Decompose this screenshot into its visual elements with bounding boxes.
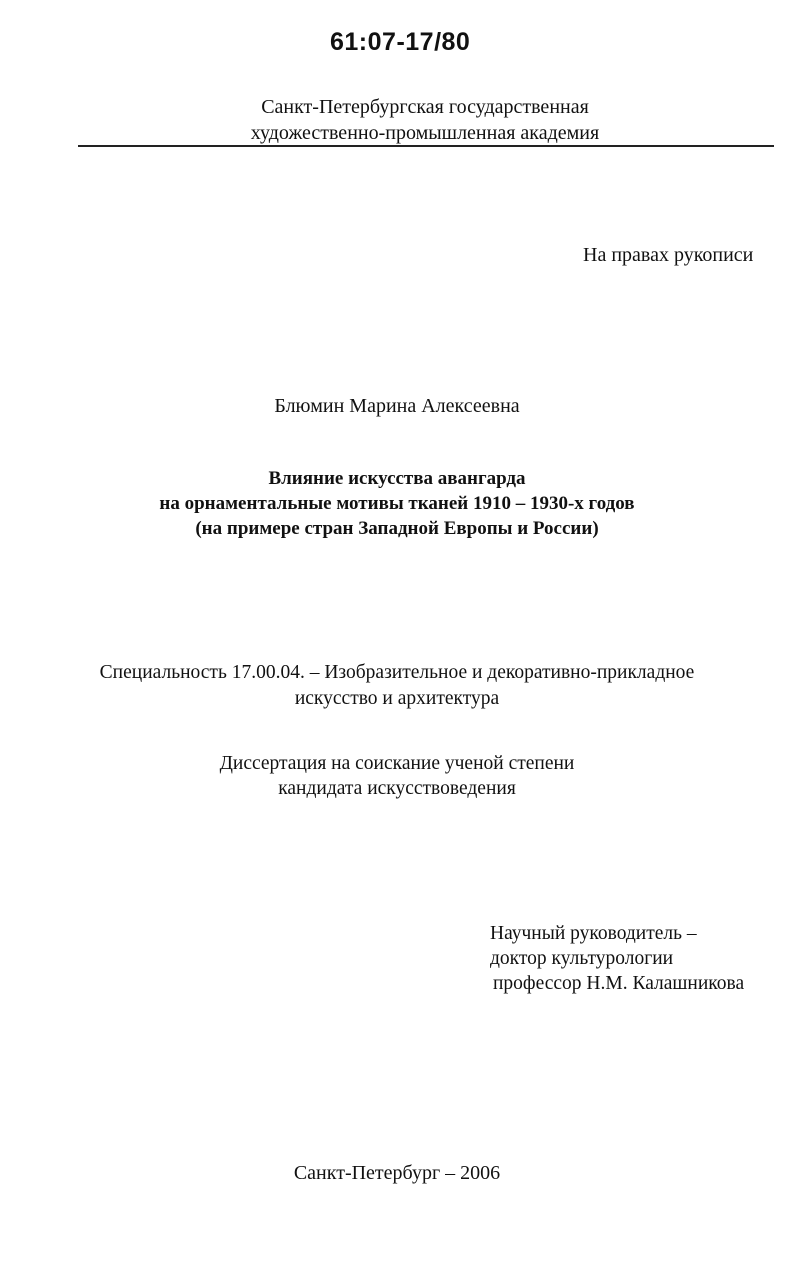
header-divider [78,145,774,147]
degree-statement [0,751,794,801]
supervisor-line-1: Научный руководитель – [490,923,697,944]
registry-code: 61:07-17/80 [330,28,471,56]
supervisor-line-2: доктор культурологии [490,948,674,969]
supervisor-line-3: профессор Н.М. Калашникова [493,973,745,994]
title-line-1: Влияние искусства авангарда [268,468,526,489]
specialty [0,660,794,712]
rights-note: На правах рукописи [583,244,754,266]
institution-name [170,94,680,146]
institution-line-1: Санкт-Петербургская государственная [261,96,589,118]
title-line-2: на орнаментальные мотивы тканей 1910 – 1930-х годов [159,493,635,514]
degree-line-1: Диссертация на соискание ученой степени [219,753,575,774]
degree-line-2: кандидата искусствоведения [278,778,516,799]
specialty-line-2: искусство и архитектура [294,688,500,709]
dissertation-title [0,466,794,541]
author-name: Блюмин Марина Алексеевна [274,395,520,417]
specialty-line-1: Специальность 17.00.04. – Изобразительное и декоративно-прикладное [99,662,695,683]
scientific-supervisor [490,921,744,996]
institution-line-2: художественно-промышленная академия [250,122,600,144]
title-line-3: (на примере стран Западной Европы и России) [195,518,599,539]
place-and-year: Санкт-Петербург – 2006 [293,1162,501,1184]
